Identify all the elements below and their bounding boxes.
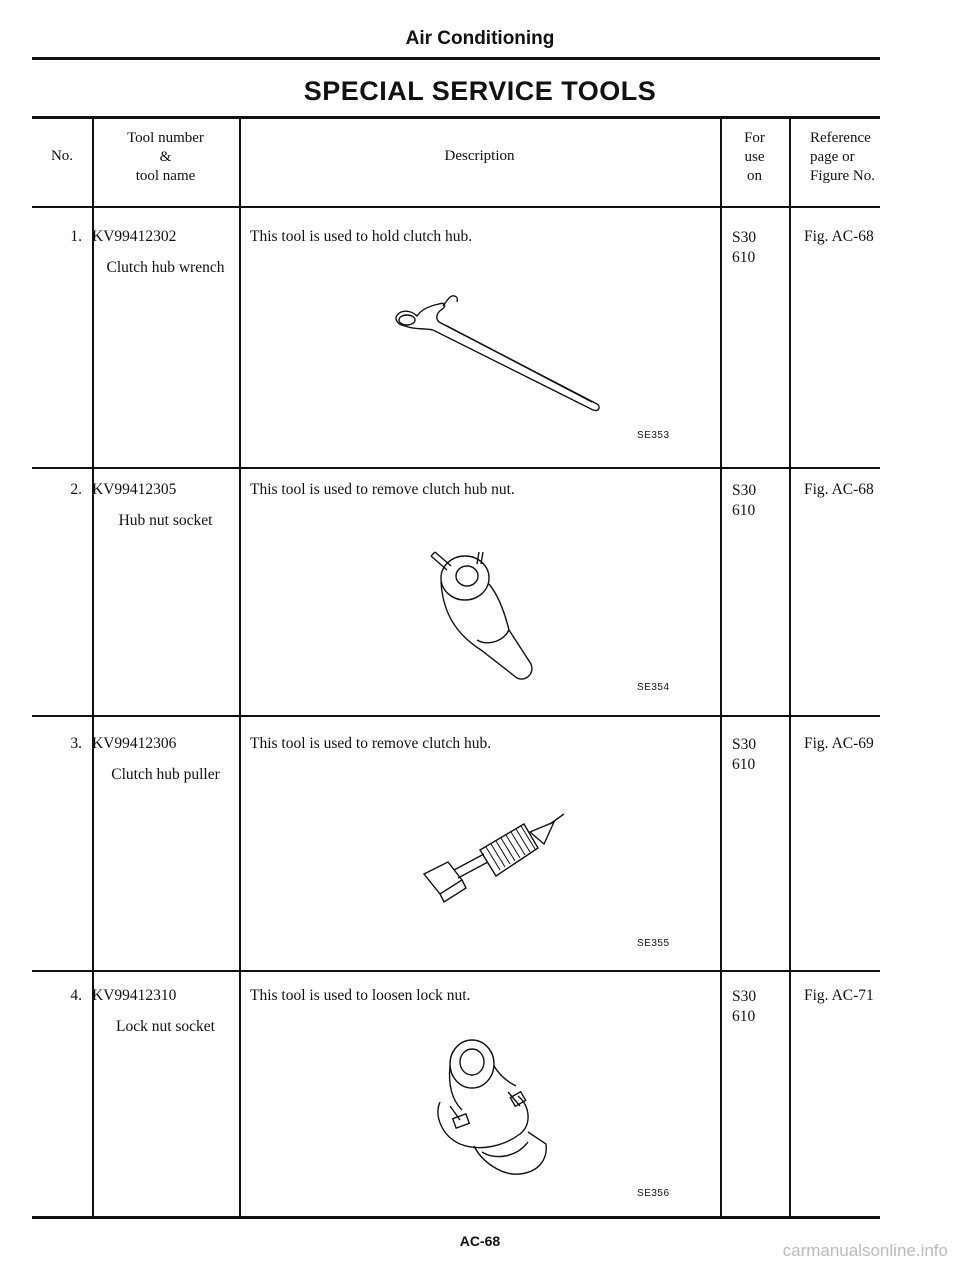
- row-number: 1.: [70, 228, 82, 245]
- tool-description: This tool is used to hold clutch hub.: [250, 228, 473, 245]
- clutch-hub-wrench-illustration: [387, 286, 627, 416]
- use-on: [732, 735, 756, 775]
- lock-nut-socket-illustration: [420, 1036, 570, 1181]
- tool-name: Hub nut socket: [118, 512, 213, 529]
- row-number: 2.: [70, 481, 82, 498]
- col-header-tool: [92, 129, 239, 186]
- tool-name: Clutch hub wrench: [106, 259, 225, 276]
- col-header-reference-line: Figure No.: [810, 168, 875, 184]
- tool-description: This tool is used to remove clutch hub nut.: [250, 481, 515, 498]
- column-rule: [92, 116, 94, 1218]
- figure-code: SE354: [637, 682, 670, 693]
- use-on-model: 610: [732, 756, 756, 773]
- col-header-for-use-line: For: [744, 130, 765, 146]
- reference-figure: Fig. AC-69: [804, 735, 874, 752]
- watermark: carmanualsonline.info: [782, 1241, 948, 1260]
- table-top-rule: [32, 116, 880, 119]
- reference-figure: Fig. AC-68: [804, 481, 874, 498]
- use-on-model: 610: [732, 249, 756, 266]
- col-header-for-use-line: use: [744, 149, 765, 165]
- use-on: [732, 228, 756, 268]
- figure-code: SE355: [637, 938, 670, 949]
- tool-number: KV99412310: [92, 987, 177, 1004]
- col-header-description: Description: [444, 148, 515, 164]
- column-rule: [789, 116, 791, 1218]
- header-bottom-rule: [32, 206, 880, 208]
- use-on-model: S30: [732, 736, 757, 753]
- reference-figure: Fig. AC-71: [804, 987, 874, 1004]
- figure-code: SE356: [637, 1188, 670, 1199]
- tool-name: Lock nut socket: [115, 1018, 215, 1035]
- tool-number: KV99412305: [92, 481, 177, 498]
- use-on-model: 610: [732, 1008, 756, 1025]
- row-divider: [32, 467, 880, 469]
- row-number: 4.: [70, 987, 82, 1004]
- col-header-for-use: [720, 129, 789, 186]
- reference-figure: Fig. AC-68: [804, 228, 874, 245]
- header-rule: [32, 57, 880, 60]
- col-header-no: No.: [50, 148, 74, 164]
- tools-table: [32, 116, 880, 1218]
- table-bottom-rule: [32, 1216, 880, 1219]
- section-header: Air Conditioning: [405, 28, 555, 49]
- use-on-model: S30: [732, 988, 757, 1005]
- figure-code: SE353: [637, 430, 670, 441]
- use-on-model: 610: [732, 502, 756, 519]
- clutch-hub-puller-illustration: [414, 804, 574, 914]
- use-on: [732, 987, 756, 1027]
- col-header-tool-line: &: [159, 149, 172, 165]
- tool-description: This tool is used to remove clutch hub.: [250, 735, 492, 752]
- col-header-reference-line: Reference: [810, 130, 871, 146]
- use-on-model: S30: [732, 229, 757, 246]
- col-header-reference: [810, 129, 880, 186]
- tool-description: This tool is used to loosen lock nut.: [250, 987, 471, 1004]
- row-divider: [32, 715, 880, 717]
- col-header-tool-line: Tool number: [127, 130, 204, 146]
- col-header-for-use-line: on: [747, 168, 762, 184]
- row-number: 3.: [70, 735, 82, 752]
- col-header-reference-line: page or: [810, 149, 855, 165]
- page-title: SPECIAL SERVICE TOOLS: [303, 76, 657, 106]
- hub-nut-socket-illustration: [417, 546, 547, 686]
- tool-number: KV99412302: [92, 228, 177, 245]
- tool-number: KV99412306: [92, 735, 177, 752]
- column-rule: [239, 116, 241, 1218]
- tool-name: Clutch hub puller: [111, 766, 220, 783]
- row-divider: [32, 970, 880, 972]
- use-on-model: S30: [732, 482, 757, 499]
- use-on: [732, 481, 756, 521]
- col-header-tool-line: tool name: [135, 168, 196, 184]
- page-number: AC-68: [459, 1233, 501, 1249]
- column-rule: [720, 116, 722, 1218]
